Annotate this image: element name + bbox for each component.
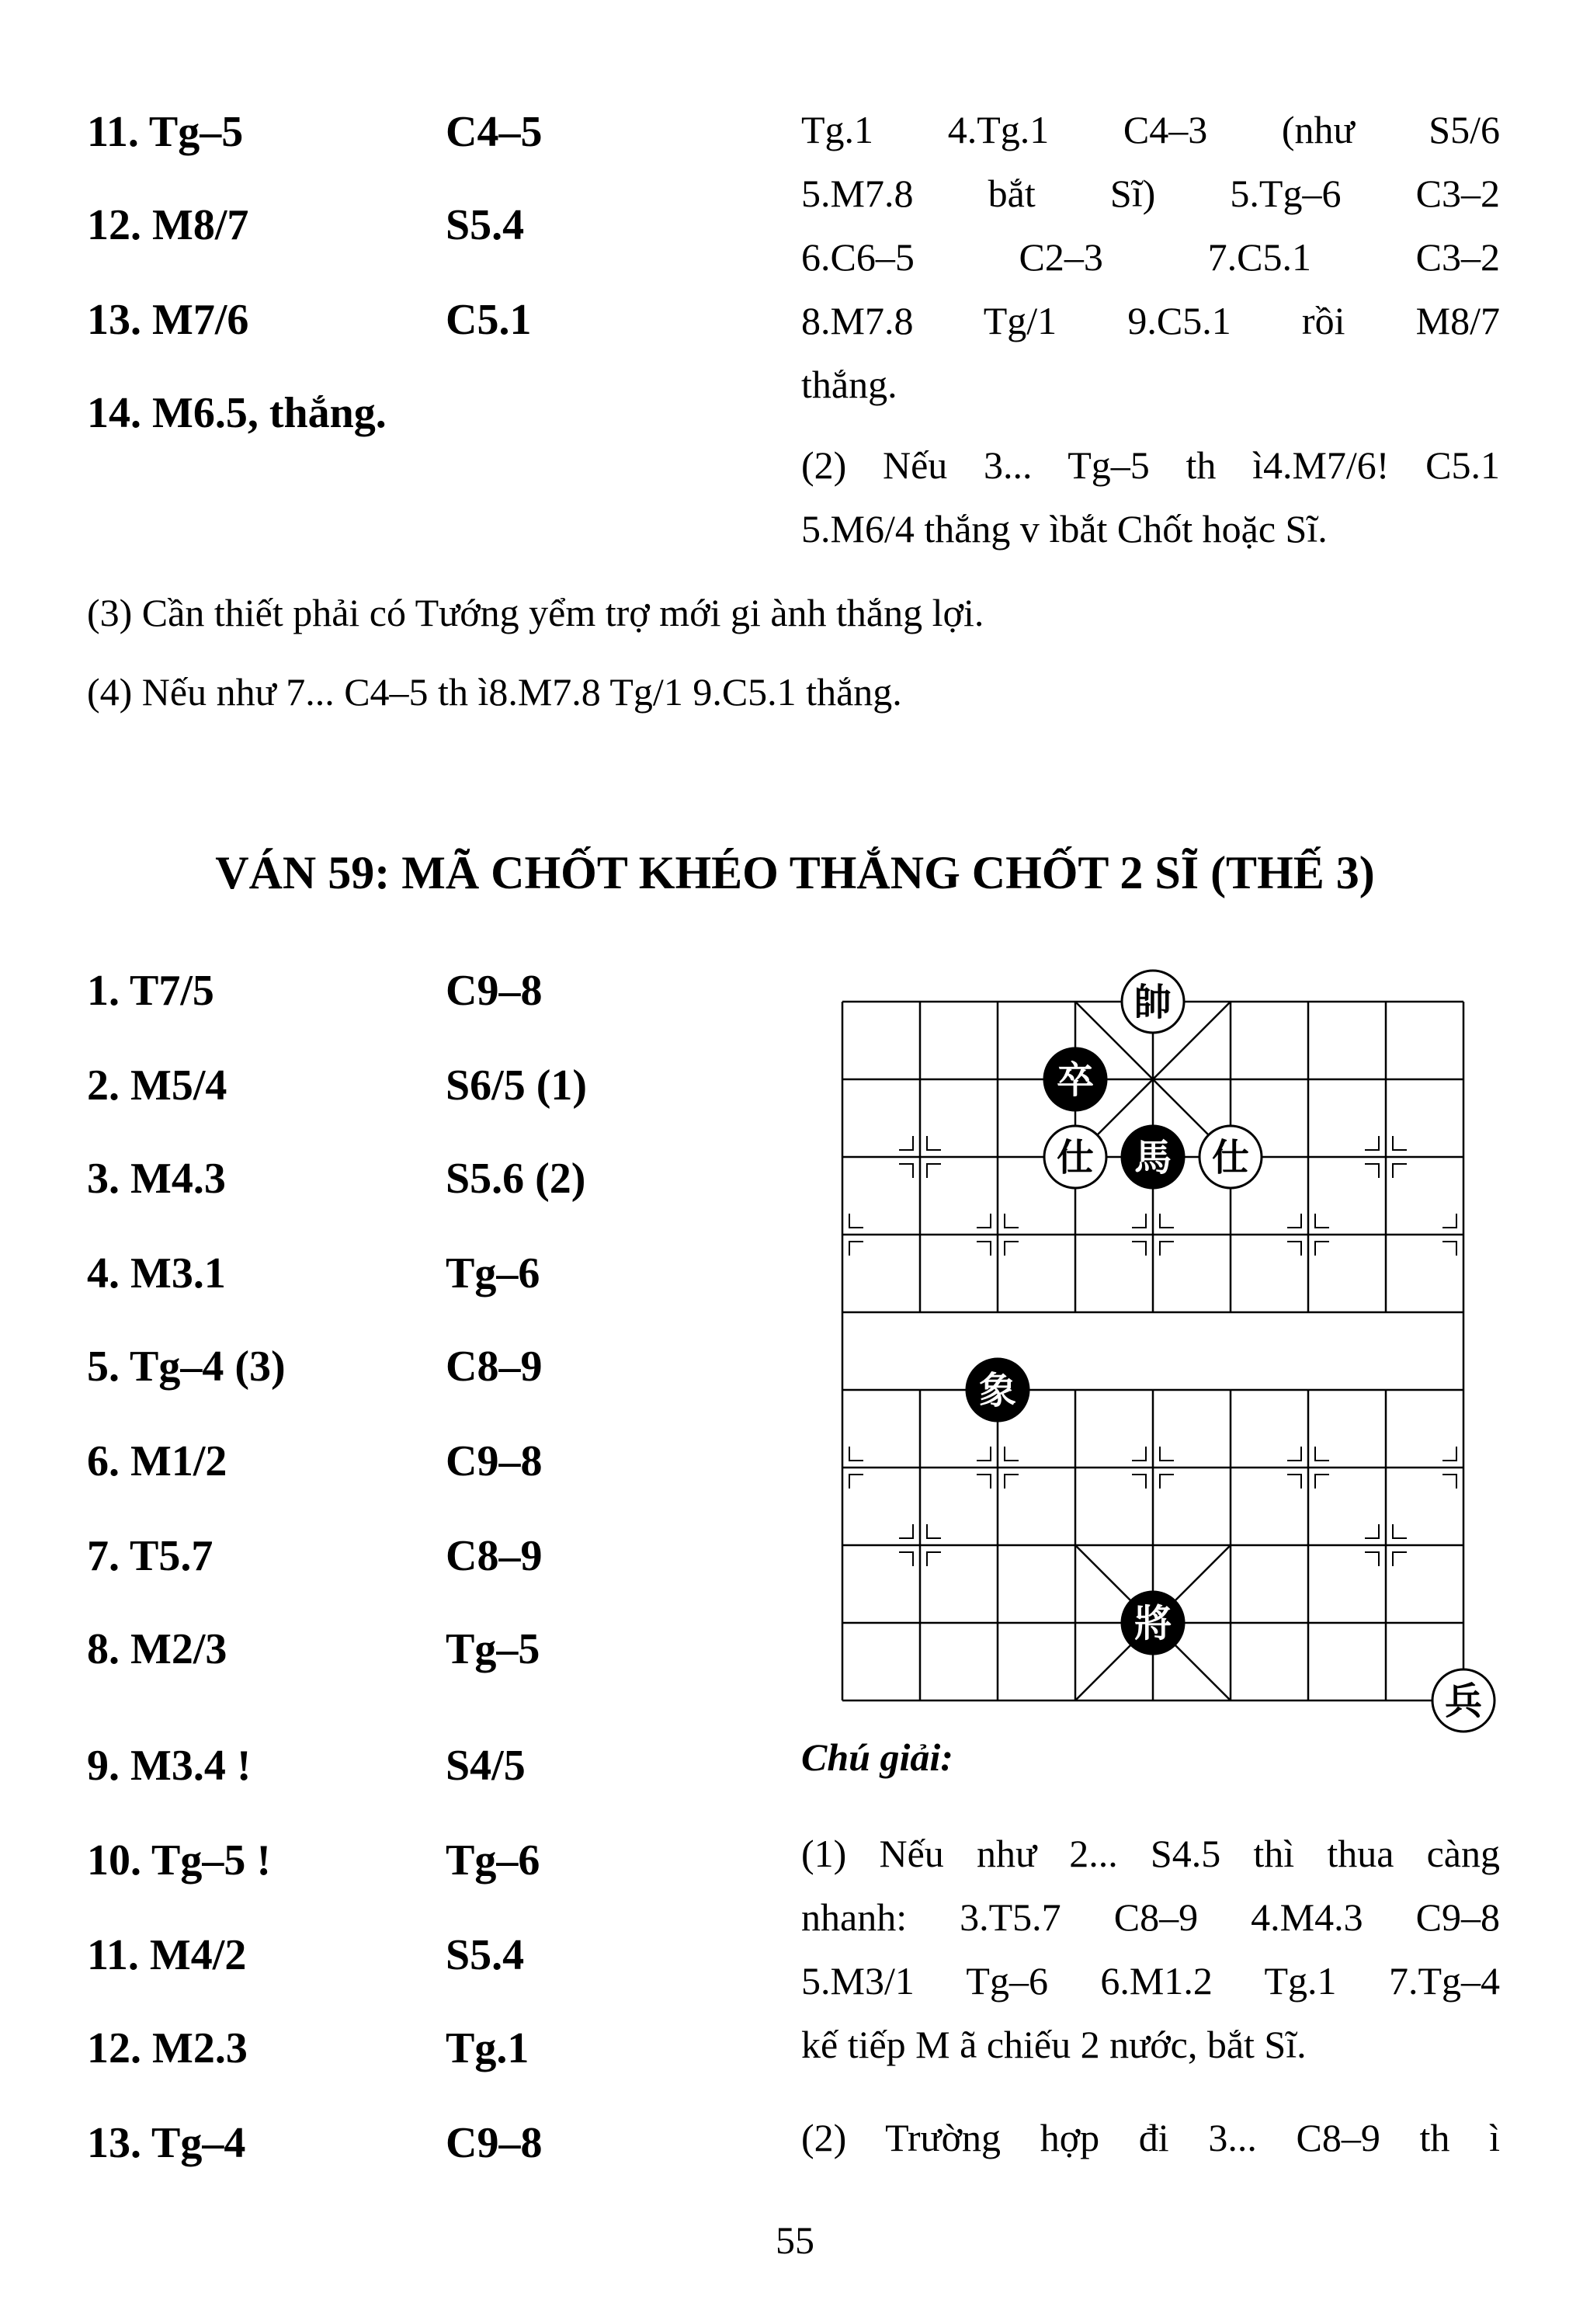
move-white: 2. M5/4 <box>87 1061 227 1110</box>
position-marker <box>1160 1447 1174 1461</box>
position-marker <box>1287 1447 1301 1461</box>
position-marker <box>977 1447 991 1461</box>
move-black: S5.6 (2) <box>446 1155 586 1203</box>
move-white: 14. M6.5, thắng. <box>87 389 387 437</box>
position-marker <box>1365 1136 1379 1150</box>
position-marker <box>1160 1214 1174 1228</box>
move-black: Tg–5 <box>446 1625 540 1673</box>
position-marker <box>1005 1242 1019 1256</box>
advisor-white-left-glyph: 仕 <box>1056 1136 1095 1179</box>
notes-heading: Chú giải: <box>801 1735 953 1779</box>
note-line: (2) Nếu 3... Tg–5 th ì4.M7/6! C5.1 <box>801 443 1500 487</box>
move-black: C9–8 <box>446 2119 543 2167</box>
position-marker <box>1005 1447 1019 1461</box>
move-white: 11. Tg–5 <box>87 108 244 156</box>
position-marker <box>1365 1164 1379 1178</box>
general-black-glyph: 將 <box>1133 1602 1172 1645</box>
move-white: 7. T5.7 <box>87 1532 214 1580</box>
move-white: 1. T7/5 <box>87 967 214 1015</box>
xiangqi-board <box>823 955 1522 1747</box>
move-white: 13. Tg–4 <box>87 2119 246 2167</box>
position-marker <box>1287 1214 1301 1228</box>
move-black: S5.4 <box>446 201 525 249</box>
position-marker <box>1315 1475 1329 1489</box>
position-marker <box>899 1164 913 1178</box>
move-black: C9–8 <box>446 967 543 1015</box>
move-white: 3. M4.3 <box>87 1155 226 1203</box>
move-white: 5. Tg–4 (3) <box>87 1343 286 1391</box>
move-black: S4/5 <box>446 1742 526 1790</box>
position-marker <box>1393 1164 1407 1178</box>
note-line: 8.M7.8 Tg/1 9.C5.1 rồi M8/7 <box>801 299 1500 342</box>
note-line: (2) Trường hợp đi 3... C8–9 th ì <box>801 2116 1500 2159</box>
position-marker <box>1287 1475 1301 1489</box>
note-line: 5.M7.8 bắt Sĩ) 5.Tg–6 C3–2 <box>801 172 1500 215</box>
position-marker <box>1005 1214 1019 1228</box>
move-black: C8–9 <box>446 1532 543 1580</box>
move-black: C5.1 <box>446 296 532 344</box>
move-black: Tg–6 <box>446 1836 540 1885</box>
position-marker <box>849 1242 863 1256</box>
advisor-white-right-glyph: 仕 <box>1211 1136 1250 1179</box>
position-marker <box>1442 1475 1456 1489</box>
move-black: C9–8 <box>446 1437 543 1485</box>
note-line: 5.M3/1 Tg–6 6.M1.2 Tg.1 7.Tg–4 <box>801 1959 1500 2003</box>
position-marker <box>1132 1242 1146 1256</box>
position-marker <box>1160 1242 1174 1256</box>
position-marker <box>899 1552 913 1566</box>
note-line: thắng. <box>801 363 897 406</box>
move-black: S6/5 (1) <box>446 1061 587 1110</box>
position-marker <box>1442 1214 1456 1228</box>
position-marker <box>1393 1524 1407 1538</box>
position-marker <box>1132 1475 1146 1489</box>
move-black: C4–5 <box>446 108 543 156</box>
horse-black-glyph: 馬 <box>1133 1136 1172 1179</box>
note-2 <box>801 2106 1500 2169</box>
position-marker <box>849 1447 863 1461</box>
move-white: 12. M8/7 <box>87 201 249 249</box>
position-marker <box>899 1524 913 1538</box>
note-line: 6.C6–5 C2–3 7.C5.1 C3–2 <box>801 235 1500 279</box>
elephant-black-glyph: 象 <box>978 1369 1017 1412</box>
position-marker <box>1393 1136 1407 1150</box>
position-marker <box>1393 1552 1407 1566</box>
position-marker <box>1287 1242 1301 1256</box>
position-marker <box>977 1242 991 1256</box>
position-marker <box>1315 1447 1329 1461</box>
position-marker <box>977 1214 991 1228</box>
position-marker <box>927 1164 941 1178</box>
position-marker <box>1315 1214 1329 1228</box>
position-marker <box>927 1524 941 1538</box>
move-black: C8–9 <box>446 1343 543 1391</box>
move-white: 11. M4/2 <box>87 1931 247 1979</box>
position-marker <box>1132 1214 1146 1228</box>
position-marker <box>1005 1475 1019 1489</box>
note-line: kế tiếp M ã chiếu 2 nước, bắt Sĩ. <box>801 2023 1307 2066</box>
footnote-4: (4) Nếu như 7... C4–5 th ì8.M7.8 Tg/1 9.C5.1 thắng. <box>87 670 902 714</box>
page-number: 55 <box>776 2218 814 2262</box>
position-marker <box>977 1475 991 1489</box>
note-line: 5.M6/4 thắng v ìbắt Chốt hoặc Sĩ. <box>801 507 1328 551</box>
position-marker <box>899 1136 913 1150</box>
soldier-black-glyph: 卒 <box>1056 1058 1095 1102</box>
move-black: Tg–6 <box>446 1249 540 1297</box>
continuation-note <box>801 98 1500 416</box>
move-white: 8. M2/3 <box>87 1625 227 1673</box>
note-line: nhanh: 3.T5.7 C8–9 4.M4.3 C9–8 <box>801 1895 1500 1939</box>
note-line: (1) Nếu như 2... S4.5 thì thua càng <box>801 1832 1500 1875</box>
position-marker <box>927 1552 941 1566</box>
position-marker <box>849 1475 863 1489</box>
move-black: Tg.1 <box>446 2024 529 2072</box>
position-marker <box>849 1214 863 1228</box>
position-marker <box>1365 1524 1379 1538</box>
game-title: VÁN 59: MÃ CHỐT KHÉO THẮNG CHỐT 2 SĨ (THẾ 3) <box>215 847 1375 898</box>
move-white: 13. M7/6 <box>87 296 249 344</box>
note-2-top <box>801 433 1500 561</box>
move-white: 6. M1/2 <box>87 1437 227 1485</box>
note-1 <box>801 1822 1500 2076</box>
position-marker <box>1132 1447 1146 1461</box>
soldier-white-glyph: 兵 <box>1444 1680 1483 1723</box>
footnote-3: (3) Cần thiết phải có Tướng yểm trợ mới gi ành thắng lợi. <box>87 591 984 634</box>
position-marker <box>1315 1242 1329 1256</box>
position-marker <box>927 1136 941 1150</box>
note-line: Tg.1 4.Tg.1 C4–3 (như S5/6 <box>801 108 1500 151</box>
move-black: S5.4 <box>446 1931 525 1979</box>
move-white: 4. M3.1 <box>87 1249 226 1297</box>
position-marker <box>1442 1447 1456 1461</box>
position-marker <box>1442 1242 1456 1256</box>
move-white: 10. Tg–5 ! <box>87 1836 271 1885</box>
move-white: 12. M2.3 <box>87 2024 248 2072</box>
position-marker <box>1160 1475 1174 1489</box>
position-marker <box>1365 1552 1379 1566</box>
general-white-glyph: 帥 <box>1133 981 1172 1024</box>
move-white: 9. M3.4 ! <box>87 1742 252 1790</box>
